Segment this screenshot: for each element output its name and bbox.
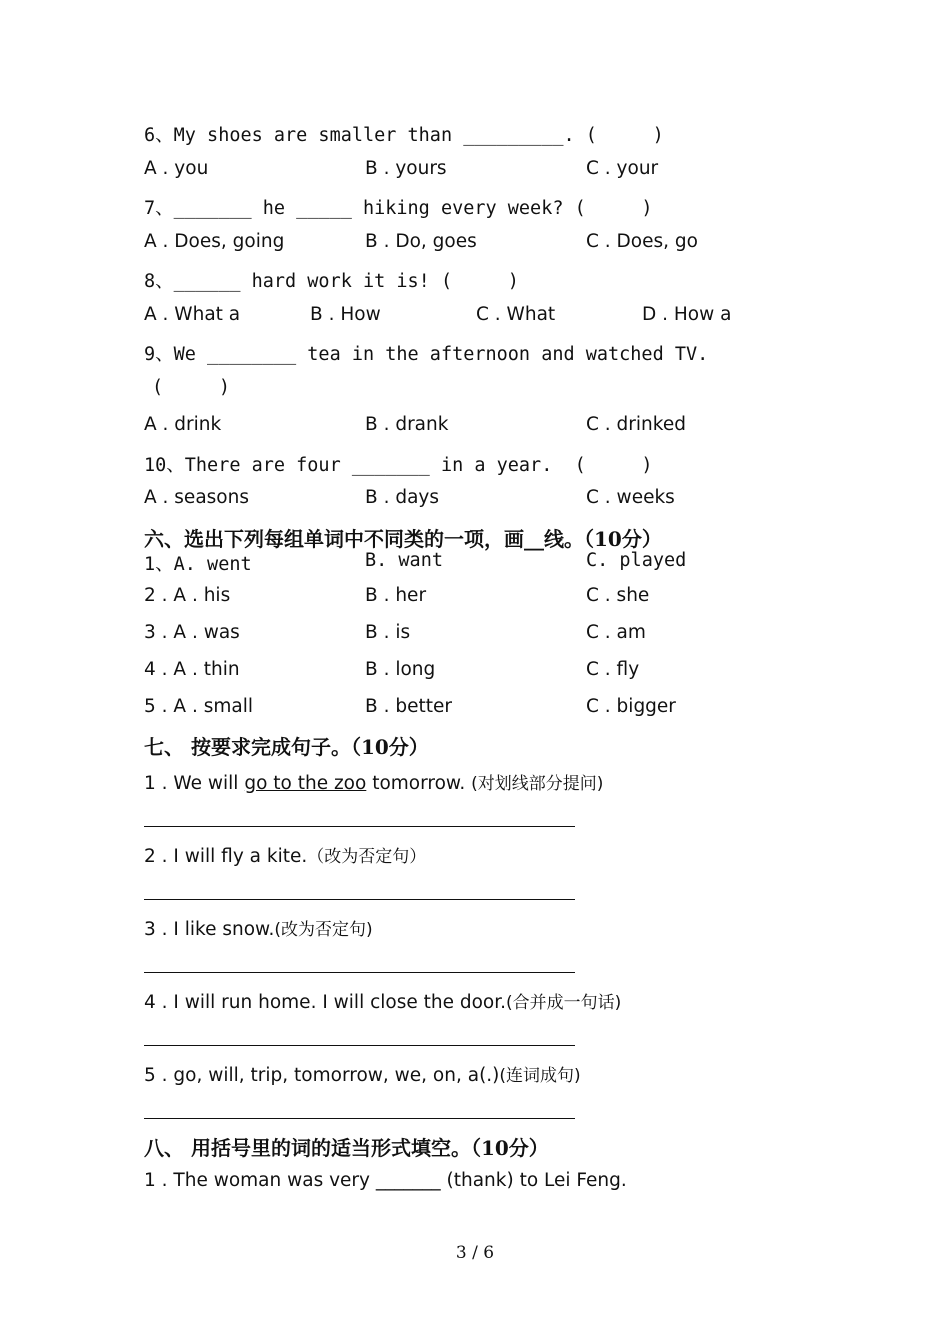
item-1-instruction: (对划线部分提问) xyxy=(471,774,604,794)
question-6-option-c: C . your xyxy=(586,158,659,179)
section-6-title: 六、选出下列每组单词中不同类的一项，画__线。（10分） xyxy=(144,527,662,551)
section-6-row-2-a: 2 . A . his xyxy=(144,585,231,606)
question-10-option-c: C . weeks xyxy=(586,487,675,508)
section-8-title: 八、 用括号里的词的适当形式填空。（10分） xyxy=(144,1136,549,1160)
item-5-text: 5 . go, will, trip, tomorrow, we, on, a(.) xyxy=(144,1065,500,1086)
section-7-item-2 xyxy=(144,842,426,867)
question-6-option-b: B . yours xyxy=(365,158,447,179)
section-6-row-4-a: 4 . A . thin xyxy=(144,659,240,680)
question-9-option-b: B . drank xyxy=(365,414,449,435)
item-1-text-pre: 1 . We will xyxy=(144,773,245,794)
section-6-row-4-c: C . fly xyxy=(586,659,640,680)
section-6-row-1-c: C. played xyxy=(586,550,687,571)
question-7-stem: 7、_______ he _____ hiking every week? ( ) xyxy=(144,198,653,219)
section-6-row-5-a: 5 . A . small xyxy=(144,696,253,717)
section-6-row-1-b: B. want xyxy=(365,550,443,571)
section-6-row-3-a: 3 . A . was xyxy=(144,622,240,643)
item-2-text: 2 . I will fly a kite. xyxy=(144,846,308,867)
question-10-option-a: A . seasons xyxy=(144,487,249,508)
item-4-instruction: (合并成一句话) xyxy=(506,993,622,1013)
question-9-option-c: C . drinked xyxy=(586,414,686,435)
question-9-stem: 9、We ________ tea in the afternoon and watched TV. xyxy=(144,344,709,365)
question-6-option-a: A . you xyxy=(144,158,209,179)
question-6-stem: 6、My shoes are smaller than _________. ( ) xyxy=(144,125,664,146)
item-4-text: 4 . I will run home. I will close the door. xyxy=(144,992,507,1013)
question-8-option-c: C . What xyxy=(476,304,556,325)
page-number: 3 / 6 xyxy=(455,1243,495,1263)
question-8-option-d: D . How a xyxy=(642,304,732,325)
item-3-text: 3 . I like snow. xyxy=(144,919,275,940)
section-6-row-5-c: C . bigger xyxy=(586,696,676,717)
question-8-stem: 8、______ hard work it is! ( ) xyxy=(144,271,519,292)
section-7-item-5 xyxy=(144,1061,581,1086)
item-3-instruction: (改为否定句) xyxy=(274,920,373,940)
section-6-row-1-a: 1、A. went xyxy=(144,554,252,575)
question-7-option-b: B . Do, goes xyxy=(365,231,477,252)
item-5-instruction: (连词成句) xyxy=(499,1066,581,1086)
section-6-row-2-c: C . she xyxy=(586,585,650,606)
question-8-option-a: A . What a xyxy=(144,304,241,325)
question-10-stem: 10、There are four _______ in a year. ( ) xyxy=(144,455,653,476)
question-7-option-c: C . Does, go xyxy=(586,231,698,252)
answer-line-1 xyxy=(144,826,575,827)
question-10-option-b: B . days xyxy=(365,487,439,508)
item-1-text-post: tomorrow. xyxy=(366,773,472,794)
item-2-instruction: （改为否定句） xyxy=(307,847,427,867)
answer-line-3 xyxy=(144,972,575,973)
section-7-title: 七、 按要求完成句子。（10分） xyxy=(144,735,429,759)
question-9-paren: ( ) xyxy=(152,377,230,398)
answer-line-5 xyxy=(144,1118,575,1119)
question-8-option-b: B . How xyxy=(310,304,381,325)
item-1-underlined-phrase: go to the zoo xyxy=(244,773,367,794)
section-7-item-1 xyxy=(144,769,603,794)
question-9-option-a: A . drink xyxy=(144,414,222,435)
answer-line-4 xyxy=(144,1045,575,1046)
question-7-option-a: A . Does, going xyxy=(144,231,285,252)
section-6-row-5-b: B . better xyxy=(365,696,452,717)
section-6-row-2-b: B . her xyxy=(365,585,427,606)
answer-line-2 xyxy=(144,899,575,900)
section-8-item-1: 1 . The woman was very _______ (thank) to Lei Feng. xyxy=(144,1170,627,1191)
section-6-row-3-c: C . am xyxy=(586,622,646,643)
section-6-row-4-b: B . long xyxy=(365,659,436,680)
section-7-item-3 xyxy=(144,915,373,940)
section-7-item-4 xyxy=(144,988,621,1013)
section-6-row-3-b: B . is xyxy=(365,622,411,643)
